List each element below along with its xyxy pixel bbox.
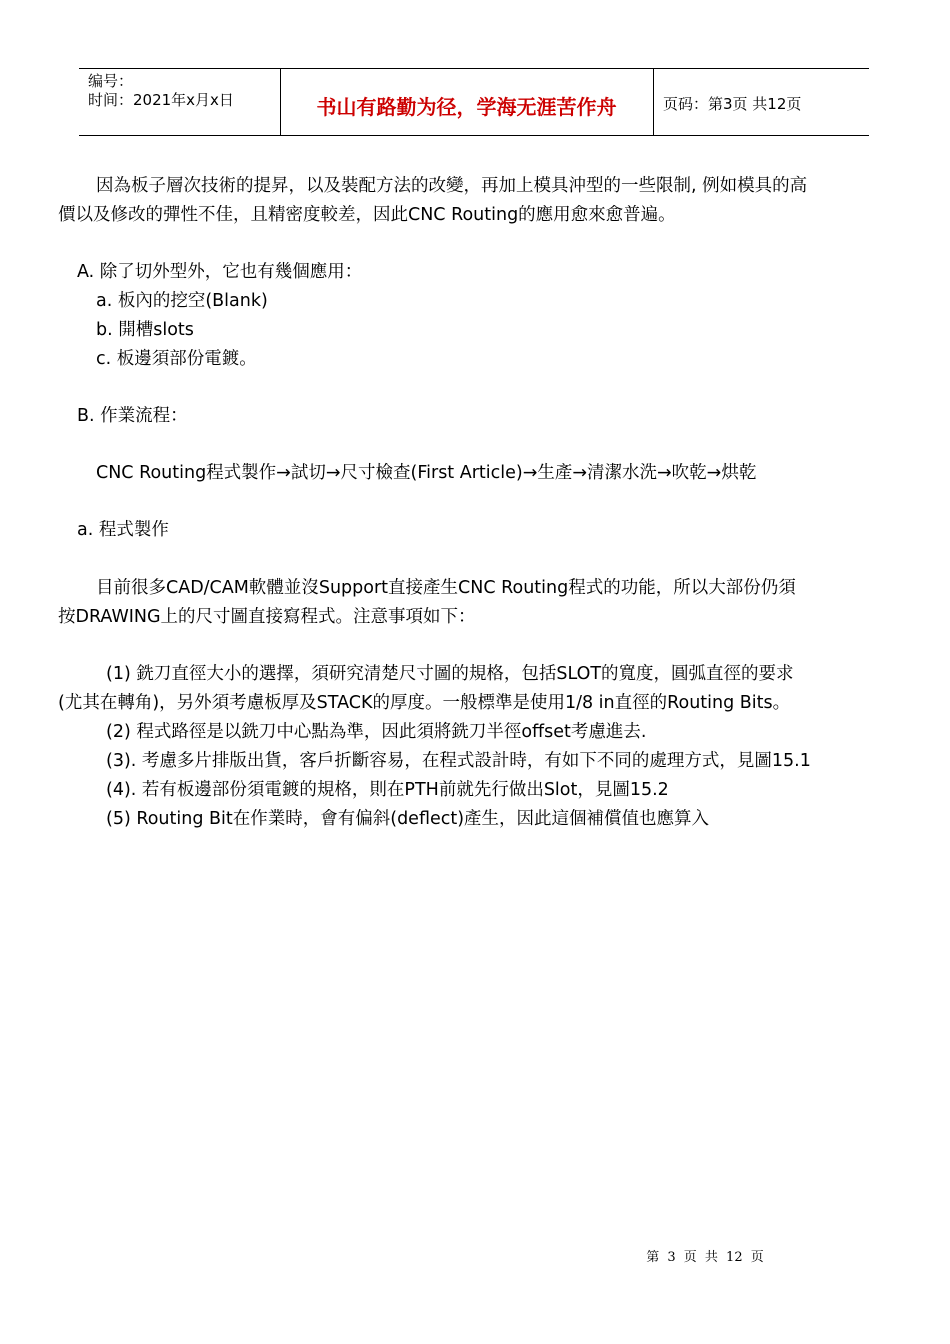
header-page-cell (653, 69, 869, 135)
process-flow: CNC Routing程式製作→試切→尺寸檢查(First Article)→生產→清潔水洗→吹乾→烘乾 (96, 463, 757, 483)
intro-line-2: 價以及修改的彈性不佳，且精密度較差，因此CNC Routing的應用愈來愈普遍。 (58, 205, 676, 225)
header-motto-cell (280, 69, 654, 135)
section-a-title: A. 除了切外型外，它也有幾個應用： (77, 262, 363, 282)
program-line-1: 目前很多CAD/CAM軟體並沒Support直接產生CNC Routing程式的功能，所以大部份仍須 (96, 578, 796, 598)
section-a-item: b. 開槽slots (96, 320, 194, 340)
note-5: (5) Routing Bit在作業時，會有偏斜(deflect)產生，因此這個補償值也應算入 (106, 809, 710, 829)
document-header (79, 68, 869, 136)
time-label: 时间：2021年x月x日 (88, 91, 234, 109)
note-4: (4). 若有板邊部份須電鍍的規格，則在PTH前就先行做出Slot，見圖15.2 (106, 780, 669, 800)
page-footer (0, 1246, 950, 1265)
section-b-title: B. 作業流程： (77, 406, 188, 426)
motto-text: 书山有路勤为径，学海无涯苦作舟 (316, 95, 617, 119)
note-3: (3). 考慮多片排版出貨，客戶折斷容易，在程式設計時，有如下不同的處理方式，見圖15.1 (106, 751, 811, 771)
section-a-item: c. 板邊須部份電鍍。 (96, 349, 257, 369)
section-a-item: a. 板內的挖空(Blank) (96, 291, 268, 311)
program-line-2: 按DRAWING上的尺寸圖直接寫程式。注意事項如下： (58, 607, 476, 627)
note-2: (2) 程式路徑是以銑刀中心點為準，因此須將銑刀半徑offset考慮進去. (106, 722, 647, 742)
sub-a-title: a. 程式製作 (77, 520, 169, 540)
number-label: 编号： (88, 72, 134, 90)
footer-page-number: 第 3 页 共 12 页 (646, 1250, 764, 1265)
page-info: 页码：第3页 共12页 (663, 95, 802, 113)
header-meta-cell (79, 69, 281, 135)
note-1-line-1: (1) 銑刀直徑大小的選擇，須研究清楚尺寸圖的規格，包括SLOT的寬度，圓弧直徑的要求 (106, 664, 794, 684)
intro-line-1: 因為板子層次技術的提昇，以及裝配方法的改變，再加上模具沖型的一些限制, 例如模具的高 (96, 176, 808, 196)
note-1-line-2: (尤其在轉角)，另外須考慮板厚及STACK的厚度。一般標準是使用1/8 in直徑的Routing Bits。 (58, 693, 791, 713)
